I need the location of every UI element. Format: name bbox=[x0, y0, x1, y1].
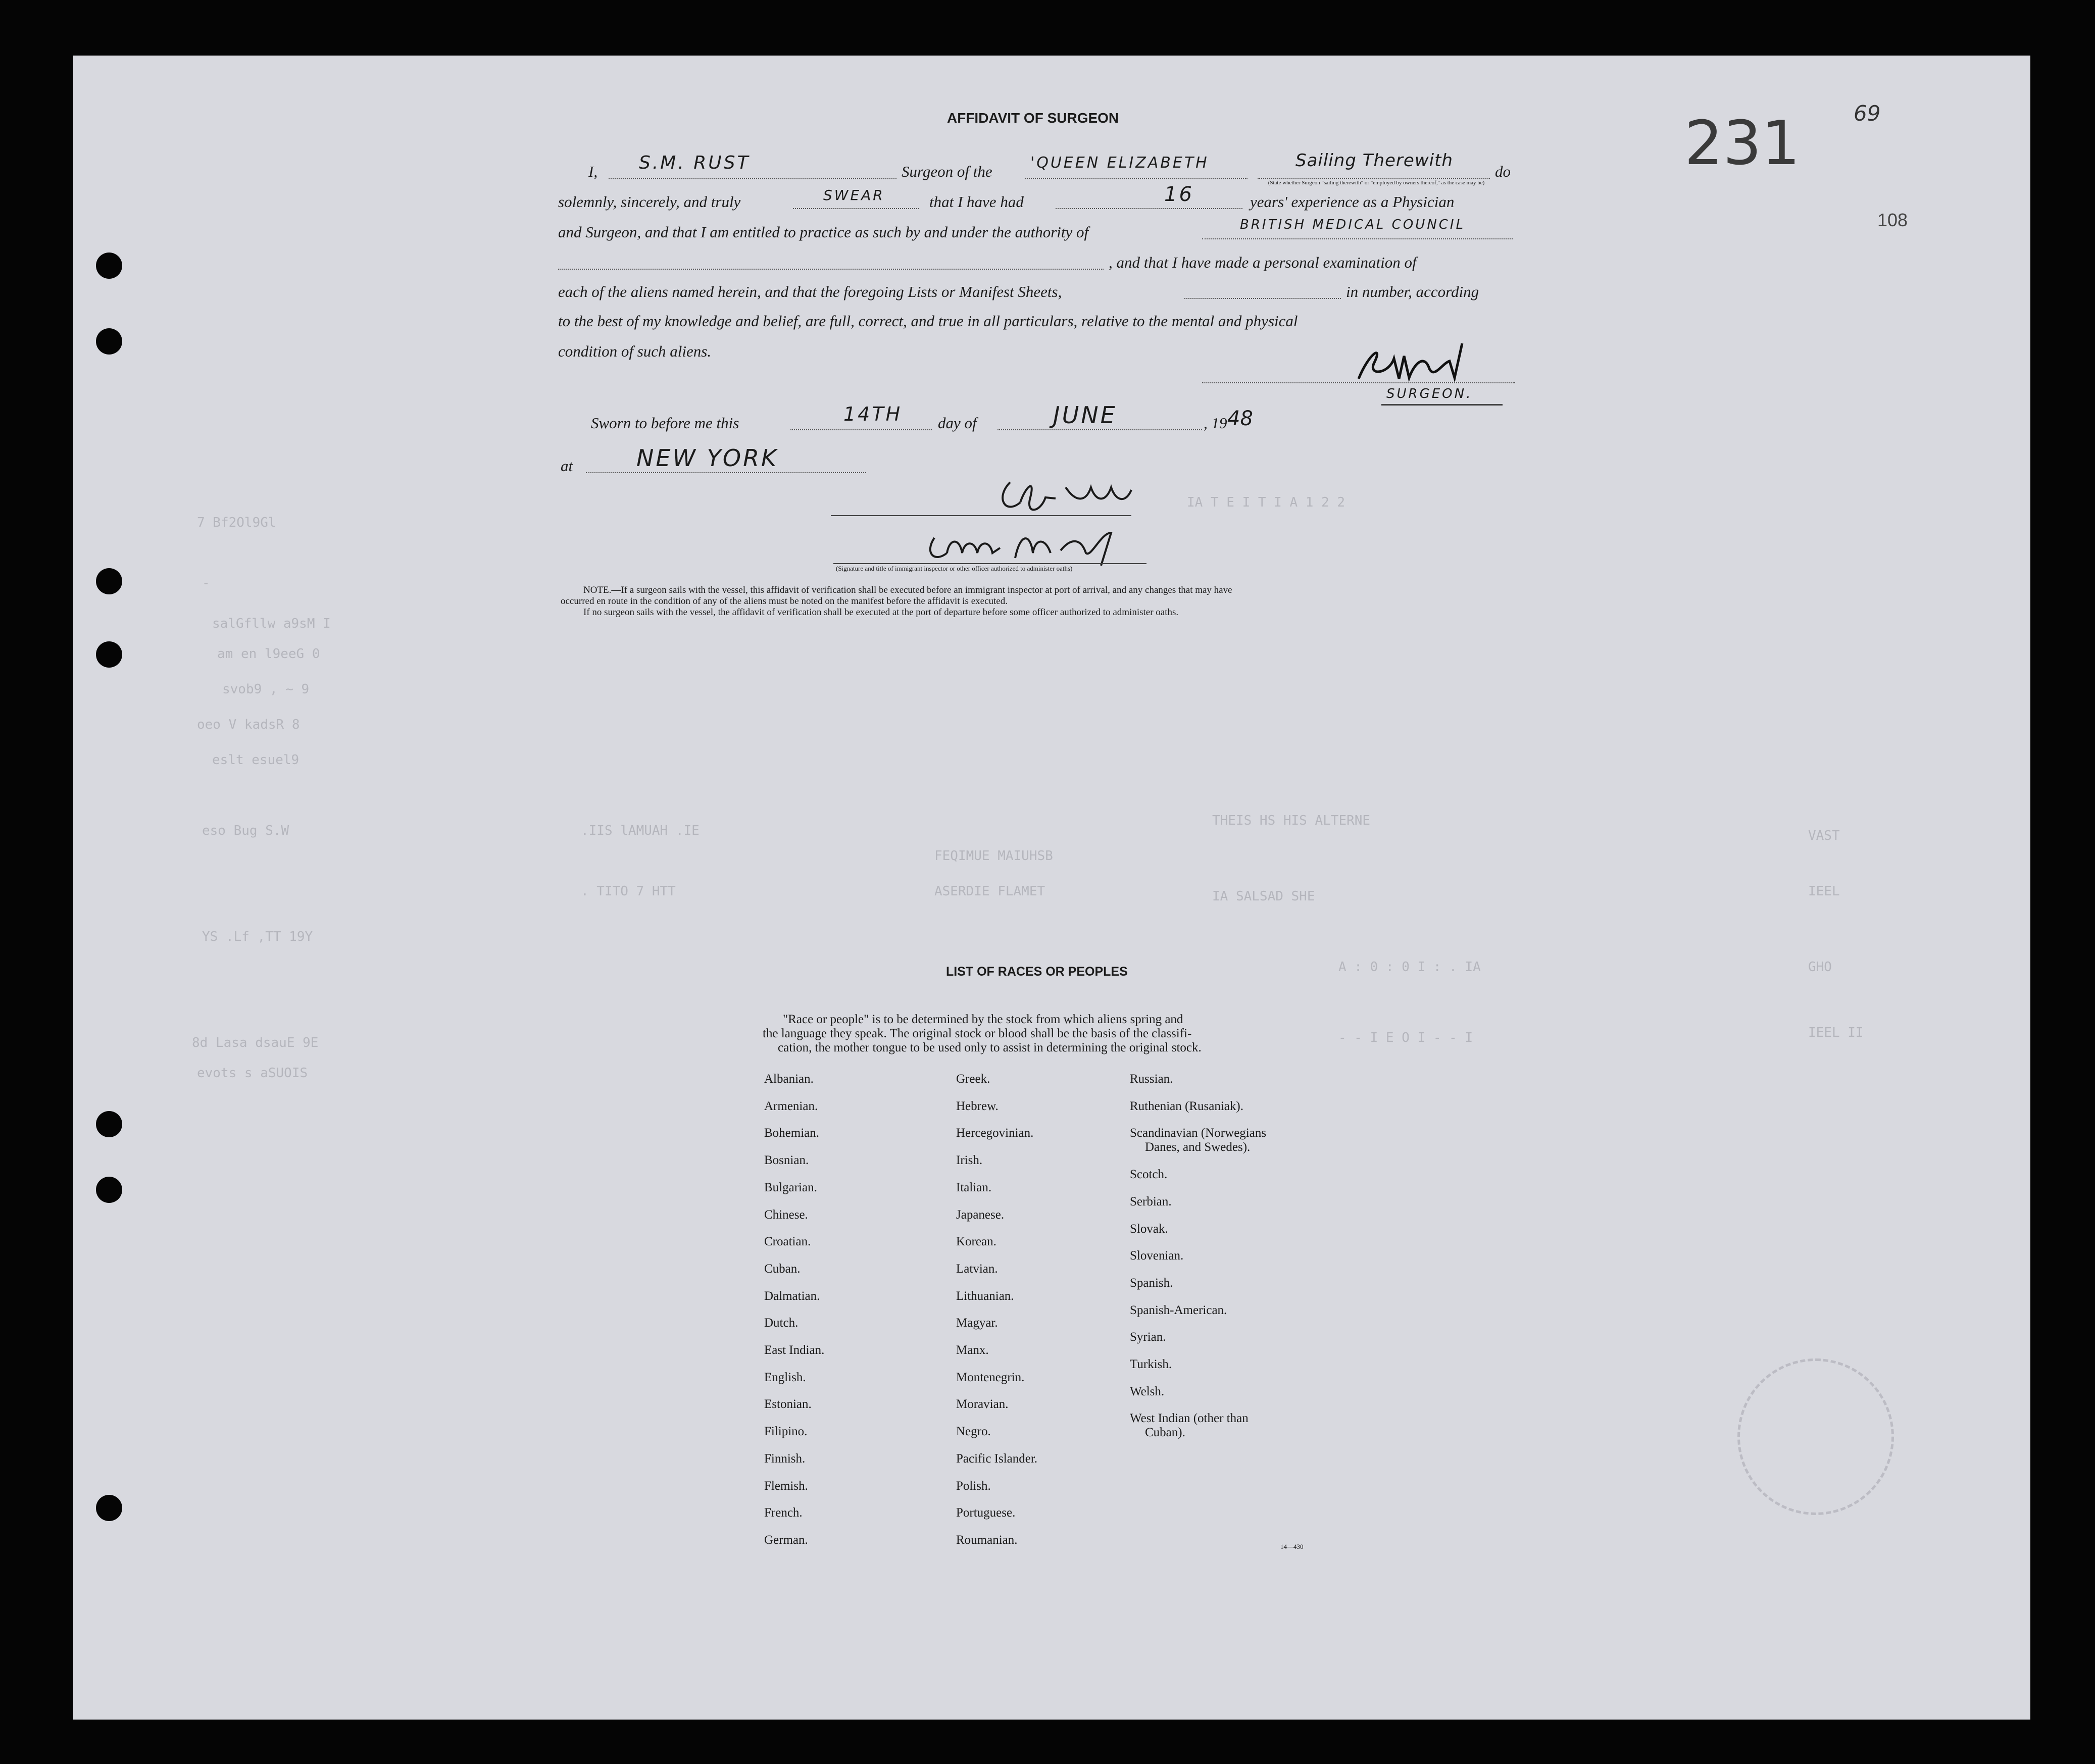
manifest-sheet bbox=[73, 56, 2030, 1720]
race-item: Roumanian. bbox=[956, 1533, 1018, 1547]
blank-line bbox=[793, 208, 919, 209]
page-number: 108 bbox=[1877, 210, 1908, 230]
underline bbox=[1381, 404, 1503, 406]
affidavit-text: do bbox=[1495, 163, 1511, 180]
blank-line bbox=[1202, 238, 1513, 239]
race-item: Syrian. bbox=[1130, 1330, 1166, 1344]
race-item: Estonian. bbox=[764, 1397, 812, 1412]
officer-title-line bbox=[833, 563, 1146, 564]
surgeon-signature bbox=[1354, 333, 1475, 389]
race-item: Hercegovinian. bbox=[956, 1126, 1034, 1140]
sworn-text: day of bbox=[938, 414, 977, 432]
affidavit-title: AFFIDAVIT OF SURGEON bbox=[947, 110, 1119, 126]
licensing-authority: BRITISH MEDICAL COUNCIL bbox=[1240, 217, 1466, 232]
race-item: Danes, and Swedes). bbox=[1145, 1140, 1251, 1154]
officer-caption: (Signature and title of immigrant inspector or other officer authorized to administer oaths) bbox=[836, 565, 1073, 572]
sworn-text: , 19 bbox=[1204, 414, 1227, 432]
races-intro bbox=[763, 1013, 1313, 1055]
race-item: Albanian. bbox=[764, 1072, 814, 1086]
blank-line bbox=[997, 429, 1202, 430]
note-line: NOTE.—If a surgeon sails with the vessel, this affidavit of verification shall be executed before an immigrant inspector at port of arrival, and any changes that may have bbox=[583, 585, 1232, 595]
race-item: Korean. bbox=[956, 1235, 996, 1249]
sworn-day: 14TH bbox=[843, 403, 903, 425]
races-intro-line: cation, the mother tongue to be used only to assist in determining the original stock. bbox=[778, 1041, 1202, 1054]
sworn-year: 48 bbox=[1227, 407, 1253, 430]
surgeon-name: S.M. RUST bbox=[639, 153, 751, 173]
race-item: Moravian. bbox=[956, 1397, 1009, 1412]
punch-hole bbox=[96, 568, 122, 594]
race-item: Slovenian. bbox=[1130, 1249, 1184, 1263]
races-title: LIST OF RACES OR PEOPLES bbox=[946, 965, 1128, 979]
race-item: Polish. bbox=[956, 1479, 991, 1493]
race-item: Montenegrin. bbox=[956, 1370, 1025, 1384]
sworn-text: Sworn to before me this bbox=[591, 414, 739, 432]
race-item: Croatian. bbox=[764, 1235, 811, 1249]
race-item: Scotch. bbox=[1130, 1168, 1168, 1182]
race-item: Cuban). bbox=[1145, 1426, 1185, 1440]
race-item: Manx. bbox=[956, 1343, 989, 1357]
race-item: German. bbox=[764, 1533, 808, 1547]
race-item: English. bbox=[764, 1370, 806, 1384]
race-item: Latvian. bbox=[956, 1262, 998, 1276]
punch-hole bbox=[96, 1177, 122, 1203]
oath-type: SWEAR bbox=[823, 187, 885, 204]
race-item: West Indian (other than bbox=[1130, 1412, 1249, 1426]
race-item: Filipino. bbox=[764, 1425, 808, 1439]
race-item: Pacific Islander. bbox=[956, 1451, 1038, 1466]
race-item: Bulgarian. bbox=[764, 1180, 817, 1194]
affidavit-text: and Surgeon, and that I am entitled to practice as such by and under the authority of bbox=[558, 223, 1089, 241]
race-item: Japanese. bbox=[956, 1207, 1005, 1222]
affidavit-text: condition of such aliens. bbox=[558, 342, 712, 360]
sailing-note: (State whether Surgeon "sailing therewith" or "employed by owners thereof," as the case may be) bbox=[1268, 180, 1485, 186]
affidavit-text: years' experience as a Physician bbox=[1250, 193, 1455, 211]
race-item: Hebrew. bbox=[956, 1099, 999, 1113]
blank-line bbox=[790, 429, 932, 430]
officer-title-signature bbox=[919, 518, 1152, 568]
pencil-annotation: 231 bbox=[1684, 109, 1801, 179]
race-item: French. bbox=[764, 1506, 803, 1520]
races-intro-line: the language they speak. The original stock or blood shall be the basis of the classifi- bbox=[763, 1027, 1192, 1040]
affidavit-text: in number, according bbox=[1346, 283, 1479, 300]
race-item: Spanish-American. bbox=[1130, 1303, 1227, 1317]
race-item: Magyar. bbox=[956, 1316, 998, 1330]
blank-line bbox=[1258, 178, 1490, 179]
race-item: Serbian. bbox=[1130, 1194, 1172, 1208]
affidavit-text: Surgeon of the bbox=[902, 163, 992, 180]
race-item: Chinese. bbox=[764, 1207, 808, 1222]
race-item: Flemish. bbox=[764, 1479, 808, 1493]
race-item: Bosnian. bbox=[764, 1153, 809, 1168]
officer-signature bbox=[990, 467, 1162, 518]
affidavit-text: to the best of my knowledge and belief, are full, correct, and true in all particulars, relative to the mental and physical bbox=[558, 312, 1298, 330]
sworn-text: at bbox=[561, 457, 573, 475]
race-item: Turkish. bbox=[1130, 1357, 1172, 1371]
race-item: Irish. bbox=[956, 1153, 983, 1168]
sworn-month: JUNE bbox=[1053, 401, 1117, 429]
blank-line bbox=[1184, 298, 1341, 299]
affidavit-text: I, bbox=[588, 163, 598, 180]
note-line: If no surgeon sails with the vessel, the affidavit of verification shall be executed at the port of departure before some officer authorized to administer oaths. bbox=[583, 607, 1179, 618]
vessel-name: 'QUEEN ELIZABETH bbox=[1030, 154, 1209, 172]
race-item: East Indian. bbox=[764, 1343, 825, 1357]
races-intro-line: "Race or people" is to be determined by the stock from which aliens spring and bbox=[783, 1013, 1183, 1026]
race-item: Bohemian. bbox=[764, 1126, 820, 1140]
punch-hole bbox=[96, 328, 122, 355]
officer-line bbox=[831, 515, 1131, 516]
form-number: 14—430 bbox=[1280, 1543, 1304, 1550]
race-item: Negro. bbox=[956, 1425, 991, 1439]
race-item: Greek. bbox=[956, 1072, 990, 1086]
affidavit-note bbox=[561, 585, 1515, 618]
punch-hole bbox=[96, 641, 122, 668]
race-item: Russian. bbox=[1130, 1072, 1173, 1086]
race-item: Italian. bbox=[956, 1180, 992, 1194]
blank-line bbox=[1056, 208, 1242, 209]
race-item: Dalmatian. bbox=[764, 1289, 820, 1303]
affidavit-text: that I have had bbox=[929, 193, 1024, 211]
race-item: Cuban. bbox=[764, 1262, 801, 1276]
affidavit-text: solemnly, sincerely, and truly bbox=[558, 193, 741, 211]
punch-hole bbox=[96, 253, 122, 279]
years-experience: 16 bbox=[1164, 183, 1194, 206]
surgeon-title: SURGEON. bbox=[1386, 386, 1473, 401]
blank-line bbox=[1025, 178, 1248, 179]
race-item: Welsh. bbox=[1130, 1384, 1165, 1398]
note-line: occurred en route in the condition of any of the aliens must be noted on the manifest before the affidavit is executed. bbox=[561, 596, 1008, 607]
blank-line bbox=[609, 178, 896, 179]
race-item: Ruthenian (Rusaniak). bbox=[1130, 1099, 1243, 1113]
blank-line bbox=[558, 269, 1104, 270]
affidavit-text: each of the aliens named herein, and that the foregoing Lists or Manifest Sheets, bbox=[558, 283, 1062, 300]
race-item: Finnish. bbox=[764, 1451, 806, 1466]
sailing-status: Sailing Therewith bbox=[1295, 150, 1453, 171]
blank-line bbox=[586, 472, 866, 473]
race-item: Portuguese. bbox=[956, 1506, 1016, 1520]
punch-hole bbox=[96, 1111, 122, 1137]
race-item: Armenian. bbox=[764, 1099, 818, 1113]
punch-hole bbox=[96, 1495, 122, 1521]
pencil-page-number: 69 bbox=[1854, 101, 1881, 126]
sworn-place: NEW YORK bbox=[636, 444, 779, 472]
race-item: Spanish. bbox=[1130, 1276, 1173, 1290]
race-item: Dutch. bbox=[764, 1316, 799, 1330]
inspection-stamp bbox=[1737, 1358, 1894, 1515]
race-item: Lithuanian. bbox=[956, 1289, 1014, 1303]
race-item: Scandinavian (Norwegians bbox=[1130, 1126, 1267, 1140]
race-item: Slovak. bbox=[1130, 1222, 1168, 1236]
affidavit-text: , and that I have made a personal examination of bbox=[1109, 254, 1417, 271]
